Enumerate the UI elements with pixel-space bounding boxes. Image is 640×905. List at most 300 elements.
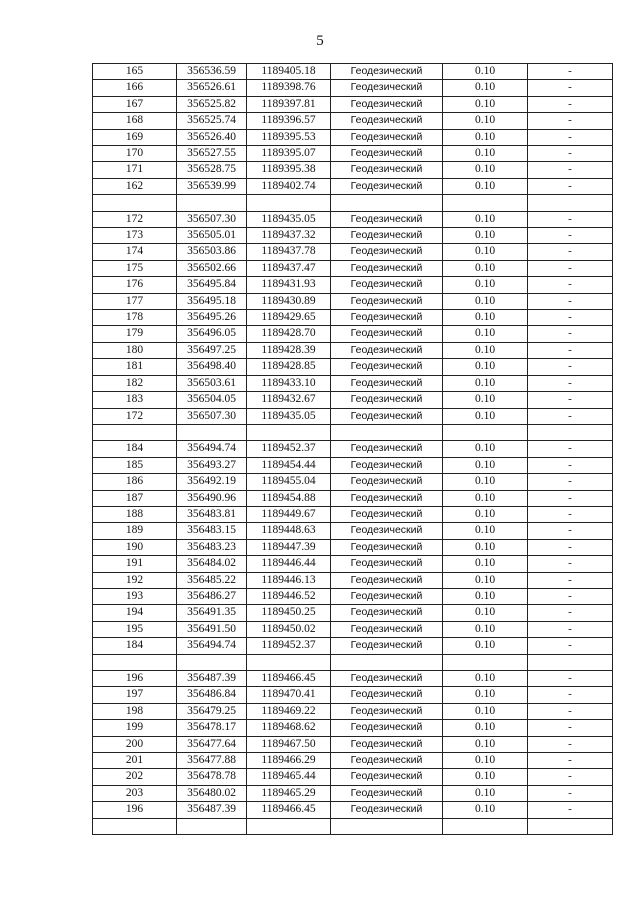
method-cell: Геодезический [331, 556, 443, 572]
method-cell: Геодезический [331, 670, 443, 686]
y-coordinate-cell: 1189435.05 [247, 408, 331, 424]
point-number-cell: 169 [93, 129, 177, 145]
table-row [93, 785, 613, 801]
y-coordinate-cell: 1189448.63 [247, 523, 331, 539]
accuracy-cell: 0.10 [443, 244, 528, 260]
description-cell: - [528, 539, 613, 555]
method-cell: Геодезический [331, 474, 443, 490]
table-row [93, 326, 613, 342]
y-coordinate-cell: 1189429.65 [247, 310, 331, 326]
y-coordinate-cell: 1189395.38 [247, 162, 331, 178]
description-cell [528, 195, 613, 211]
point-number-cell [93, 195, 177, 211]
method-cell: Геодезический [331, 490, 443, 506]
description-cell: - [528, 129, 613, 145]
accuracy-cell: 0.10 [443, 375, 528, 391]
x-coordinate-cell: 356477.64 [177, 736, 247, 752]
accuracy-cell: 0.10 [443, 293, 528, 309]
accuracy-cell: 0.10 [443, 96, 528, 112]
x-coordinate-cell: 356503.86 [177, 244, 247, 260]
point-number-cell: 177 [93, 293, 177, 309]
x-coordinate-cell [177, 424, 247, 440]
x-coordinate-cell [177, 654, 247, 670]
accuracy-cell: 0.10 [443, 769, 528, 785]
table-row [93, 474, 613, 490]
description-cell: - [528, 277, 613, 293]
x-coordinate-cell: 356490.96 [177, 490, 247, 506]
table-row [93, 703, 613, 719]
coordinates-table-body [93, 64, 613, 835]
accuracy-cell: 0.10 [443, 703, 528, 719]
y-coordinate-cell: 1189428.39 [247, 342, 331, 358]
point-number-cell [93, 424, 177, 440]
description-cell [528, 424, 613, 440]
point-number-cell: 172 [93, 211, 177, 227]
description-cell: - [528, 506, 613, 522]
x-coordinate-cell: 356479.25 [177, 703, 247, 719]
accuracy-cell: 0.10 [443, 638, 528, 654]
x-coordinate-cell: 356477.88 [177, 753, 247, 769]
accuracy-cell: 0.10 [443, 474, 528, 490]
accuracy-cell: 0.10 [443, 457, 528, 473]
table-row [93, 753, 613, 769]
description-cell: - [528, 146, 613, 162]
description-cell: - [528, 670, 613, 686]
x-coordinate-cell [177, 195, 247, 211]
y-coordinate-cell: 1189454.88 [247, 490, 331, 506]
x-coordinate-cell: 356486.27 [177, 588, 247, 604]
method-cell: Геодезический [331, 753, 443, 769]
point-number-cell: 195 [93, 621, 177, 637]
x-coordinate-cell: 356483.23 [177, 539, 247, 555]
y-coordinate-cell: 1189470.41 [247, 687, 331, 703]
x-coordinate-cell: 356492.19 [177, 474, 247, 490]
coordinates-table [92, 63, 613, 835]
description-cell [528, 818, 613, 834]
description-cell: - [528, 802, 613, 818]
description-cell: - [528, 490, 613, 506]
accuracy-cell: 0.10 [443, 572, 528, 588]
method-cell: Геодезический [331, 342, 443, 358]
description-cell: - [528, 457, 613, 473]
method-cell: Геодезический [331, 64, 443, 80]
separator-row [93, 195, 613, 211]
x-coordinate-cell: 356493.27 [177, 457, 247, 473]
y-coordinate-cell: 1189446.44 [247, 556, 331, 572]
y-coordinate-cell: 1189428.85 [247, 359, 331, 375]
method-cell: Геодезический [331, 178, 443, 194]
method-cell: Геодезический [331, 506, 443, 522]
y-coordinate-cell: 1189450.25 [247, 605, 331, 621]
description-cell: - [528, 244, 613, 260]
table-row [93, 375, 613, 391]
accuracy-cell: 0.10 [443, 228, 528, 244]
table-row [93, 310, 613, 326]
x-coordinate-cell: 356526.61 [177, 80, 247, 96]
accuracy-cell: 0.10 [443, 785, 528, 801]
method-cell: Геодезический [331, 539, 443, 555]
accuracy-cell: 0.10 [443, 753, 528, 769]
accuracy-cell: 0.10 [443, 277, 528, 293]
accuracy-cell: 0.10 [443, 146, 528, 162]
accuracy-cell: 0.10 [443, 359, 528, 375]
description-cell: - [528, 753, 613, 769]
point-number-cell: 171 [93, 162, 177, 178]
x-coordinate-cell: 356483.15 [177, 523, 247, 539]
y-coordinate-cell: 1189398.76 [247, 80, 331, 96]
point-number-cell: 178 [93, 310, 177, 326]
description-cell: - [528, 785, 613, 801]
y-coordinate-cell: 1189465.44 [247, 769, 331, 785]
description-cell: - [528, 178, 613, 194]
table-row [93, 293, 613, 309]
y-coordinate-cell: 1189467.50 [247, 736, 331, 752]
x-coordinate-cell: 356528.75 [177, 162, 247, 178]
accuracy-cell: 0.10 [443, 687, 528, 703]
y-coordinate-cell: 1189396.57 [247, 113, 331, 129]
x-coordinate-cell: 356487.39 [177, 802, 247, 818]
table-row [93, 228, 613, 244]
description-cell: - [528, 162, 613, 178]
point-number-cell: 181 [93, 359, 177, 375]
table-row [93, 80, 613, 96]
y-coordinate-cell: 1189397.81 [247, 96, 331, 112]
description-cell: - [528, 211, 613, 227]
method-cell: Геодезический [331, 96, 443, 112]
point-number-cell: 168 [93, 113, 177, 129]
point-number-cell: 162 [93, 178, 177, 194]
x-coordinate-cell: 356494.74 [177, 638, 247, 654]
table-row [93, 670, 613, 686]
table-row [93, 244, 613, 260]
accuracy-cell: 0.10 [443, 178, 528, 194]
y-coordinate-cell [247, 195, 331, 211]
method-cell: Геодезический [331, 129, 443, 145]
accuracy-cell: 0.10 [443, 670, 528, 686]
accuracy-cell: 0.10 [443, 113, 528, 129]
point-number-cell: 174 [93, 244, 177, 260]
description-cell: - [528, 342, 613, 358]
point-number-cell: 188 [93, 506, 177, 522]
accuracy-cell [443, 195, 528, 211]
description-cell: - [528, 638, 613, 654]
point-number-cell: 184 [93, 638, 177, 654]
table-row [93, 506, 613, 522]
y-coordinate-cell: 1189465.29 [247, 785, 331, 801]
description-cell: - [528, 605, 613, 621]
y-coordinate-cell: 1189430.89 [247, 293, 331, 309]
description-cell: - [528, 392, 613, 408]
table-row [93, 638, 613, 654]
description-cell: - [528, 572, 613, 588]
point-number-cell [93, 818, 177, 834]
x-coordinate-cell: 356478.78 [177, 769, 247, 785]
table-row [93, 178, 613, 194]
table-row [93, 392, 613, 408]
table-row [93, 342, 613, 358]
point-number-cell: 200 [93, 736, 177, 752]
description-cell: - [528, 588, 613, 604]
y-coordinate-cell [247, 818, 331, 834]
point-number-cell: 199 [93, 720, 177, 736]
y-coordinate-cell: 1189450.02 [247, 621, 331, 637]
table-row [93, 539, 613, 555]
method-cell: Геодезический [331, 687, 443, 703]
separator-row [93, 818, 613, 834]
method-cell: Геодезический [331, 326, 443, 342]
y-coordinate-cell: 1189437.47 [247, 260, 331, 276]
accuracy-cell: 0.10 [443, 802, 528, 818]
method-cell: Геодезический [331, 785, 443, 801]
method-cell: Геодезический [331, 769, 443, 785]
method-cell: Геодезический [331, 113, 443, 129]
y-coordinate-cell: 1189395.07 [247, 146, 331, 162]
accuracy-cell: 0.10 [443, 490, 528, 506]
description-cell: - [528, 310, 613, 326]
y-coordinate-cell: 1189405.18 [247, 64, 331, 80]
table-row [93, 441, 613, 457]
x-coordinate-cell: 356483.81 [177, 506, 247, 522]
point-number-cell: 176 [93, 277, 177, 293]
y-coordinate-cell: 1189432.67 [247, 392, 331, 408]
table-row [93, 211, 613, 227]
point-number-cell: 179 [93, 326, 177, 342]
accuracy-cell [443, 818, 528, 834]
accuracy-cell: 0.10 [443, 129, 528, 145]
method-cell: Геодезический [331, 457, 443, 473]
table-row [93, 64, 613, 80]
accuracy-cell: 0.10 [443, 408, 528, 424]
point-number-cell: 184 [93, 441, 177, 457]
x-coordinate-cell: 356502.66 [177, 260, 247, 276]
y-coordinate-cell: 1189466.29 [247, 753, 331, 769]
accuracy-cell: 0.10 [443, 392, 528, 408]
y-coordinate-cell: 1189454.44 [247, 457, 331, 473]
table-row [93, 572, 613, 588]
accuracy-cell: 0.10 [443, 211, 528, 227]
method-cell: Геодезический [331, 408, 443, 424]
table-row [93, 129, 613, 145]
x-coordinate-cell: 356487.39 [177, 670, 247, 686]
point-number-cell: 193 [93, 588, 177, 604]
table-row [93, 556, 613, 572]
table-row [93, 588, 613, 604]
y-coordinate-cell: 1189395.53 [247, 129, 331, 145]
x-coordinate-cell: 356527.55 [177, 146, 247, 162]
x-coordinate-cell: 356526.40 [177, 129, 247, 145]
y-coordinate-cell: 1189433.10 [247, 375, 331, 391]
method-cell [331, 818, 443, 834]
y-coordinate-cell: 1189455.04 [247, 474, 331, 490]
y-coordinate-cell: 1189428.70 [247, 326, 331, 342]
method-cell: Геодезический [331, 310, 443, 326]
accuracy-cell: 0.10 [443, 588, 528, 604]
accuracy-cell: 0.10 [443, 162, 528, 178]
x-coordinate-cell: 356536.59 [177, 64, 247, 80]
x-coordinate-cell: 356507.30 [177, 408, 247, 424]
point-number-cell: 175 [93, 260, 177, 276]
point-number-cell: 173 [93, 228, 177, 244]
accuracy-cell: 0.10 [443, 260, 528, 276]
accuracy-cell: 0.10 [443, 326, 528, 342]
description-cell: - [528, 96, 613, 112]
accuracy-cell: 0.10 [443, 736, 528, 752]
method-cell: Геодезический [331, 588, 443, 604]
y-coordinate-cell: 1189469.22 [247, 703, 331, 719]
y-coordinate-cell: 1189452.37 [247, 441, 331, 457]
method-cell: Геодезический [331, 293, 443, 309]
method-cell [331, 424, 443, 440]
x-coordinate-cell: 356494.74 [177, 441, 247, 457]
x-coordinate-cell: 356507.30 [177, 211, 247, 227]
description-cell: - [528, 441, 613, 457]
description-cell: - [528, 474, 613, 490]
x-coordinate-cell [177, 818, 247, 834]
point-number-cell: 185 [93, 457, 177, 473]
x-coordinate-cell: 356480.02 [177, 785, 247, 801]
method-cell: Геодезический [331, 720, 443, 736]
method-cell [331, 195, 443, 211]
description-cell: - [528, 703, 613, 719]
description-cell: - [528, 769, 613, 785]
table-row [93, 408, 613, 424]
y-coordinate-cell: 1189466.45 [247, 802, 331, 818]
method-cell: Геодезический [331, 277, 443, 293]
point-number-cell: 172 [93, 408, 177, 424]
accuracy-cell: 0.10 [443, 64, 528, 80]
table-row [93, 457, 613, 473]
description-cell: - [528, 720, 613, 736]
table-row [93, 769, 613, 785]
y-coordinate-cell: 1189466.45 [247, 670, 331, 686]
x-coordinate-cell: 356478.17 [177, 720, 247, 736]
method-cell: Геодезический [331, 375, 443, 391]
description-cell: - [528, 621, 613, 637]
x-coordinate-cell: 356505.01 [177, 228, 247, 244]
point-number-cell: 167 [93, 96, 177, 112]
separator-row [93, 654, 613, 670]
table-row [93, 687, 613, 703]
accuracy-cell: 0.10 [443, 539, 528, 555]
point-number-cell: 189 [93, 523, 177, 539]
method-cell: Геодезический [331, 802, 443, 818]
table-row [93, 162, 613, 178]
y-coordinate-cell: 1189431.93 [247, 277, 331, 293]
table-row [93, 605, 613, 621]
x-coordinate-cell: 356504.05 [177, 392, 247, 408]
y-coordinate-cell: 1189437.32 [247, 228, 331, 244]
description-cell: - [528, 228, 613, 244]
x-coordinate-cell: 356491.35 [177, 605, 247, 621]
point-number-cell: 194 [93, 605, 177, 621]
table-row [93, 621, 613, 637]
y-coordinate-cell: 1189435.05 [247, 211, 331, 227]
accuracy-cell: 0.10 [443, 342, 528, 358]
point-number-cell: 170 [93, 146, 177, 162]
y-coordinate-cell: 1189452.37 [247, 638, 331, 654]
x-coordinate-cell: 356485.22 [177, 572, 247, 588]
point-number-cell: 183 [93, 392, 177, 408]
point-number-cell: 196 [93, 670, 177, 686]
y-coordinate-cell: 1189402.74 [247, 178, 331, 194]
x-coordinate-cell: 356495.18 [177, 293, 247, 309]
method-cell: Геодезический [331, 260, 443, 276]
y-coordinate-cell: 1189468.62 [247, 720, 331, 736]
x-coordinate-cell: 356503.61 [177, 375, 247, 391]
y-coordinate-cell [247, 654, 331, 670]
method-cell: Геодезический [331, 638, 443, 654]
description-cell: - [528, 523, 613, 539]
method-cell: Геодезический [331, 211, 443, 227]
point-number-cell: 196 [93, 802, 177, 818]
y-coordinate-cell: 1189449.67 [247, 506, 331, 522]
description-cell: - [528, 326, 613, 342]
separator-row [93, 424, 613, 440]
table-row [93, 490, 613, 506]
description-cell: - [528, 736, 613, 752]
point-number-cell: 192 [93, 572, 177, 588]
method-cell: Геодезический [331, 392, 443, 408]
method-cell: Геодезический [331, 572, 443, 588]
method-cell [331, 654, 443, 670]
y-coordinate-cell: 1189437.78 [247, 244, 331, 260]
point-number-cell: 180 [93, 342, 177, 358]
table-row [93, 720, 613, 736]
x-coordinate-cell: 356498.40 [177, 359, 247, 375]
accuracy-cell: 0.10 [443, 605, 528, 621]
page-number: 5 [316, 33, 324, 49]
method-cell: Геодезический [331, 162, 443, 178]
point-number-cell: 182 [93, 375, 177, 391]
description-cell: - [528, 359, 613, 375]
accuracy-cell: 0.10 [443, 556, 528, 572]
description-cell: - [528, 80, 613, 96]
accuracy-cell: 0.10 [443, 310, 528, 326]
x-coordinate-cell: 356496.05 [177, 326, 247, 342]
y-coordinate-cell: 1189447.39 [247, 539, 331, 555]
table-row [93, 146, 613, 162]
table-row [93, 113, 613, 129]
accuracy-cell: 0.10 [443, 523, 528, 539]
point-number-cell: 165 [93, 64, 177, 80]
table-row [93, 802, 613, 818]
x-coordinate-cell: 356484.02 [177, 556, 247, 572]
accuracy-cell: 0.10 [443, 441, 528, 457]
point-number-cell: 166 [93, 80, 177, 96]
point-number-cell: 190 [93, 539, 177, 555]
table-row [93, 359, 613, 375]
x-coordinate-cell: 356495.26 [177, 310, 247, 326]
method-cell: Геодезический [331, 703, 443, 719]
description-cell [528, 654, 613, 670]
y-coordinate-cell: 1189446.52 [247, 588, 331, 604]
method-cell: Геодезический [331, 146, 443, 162]
accuracy-cell: 0.10 [443, 720, 528, 736]
point-number-cell: 191 [93, 556, 177, 572]
method-cell: Геодезический [331, 605, 443, 621]
point-number-cell: 201 [93, 753, 177, 769]
y-coordinate-cell [247, 424, 331, 440]
description-cell: - [528, 113, 613, 129]
accuracy-cell: 0.10 [443, 80, 528, 96]
method-cell: Геодезический [331, 621, 443, 637]
x-coordinate-cell: 356491.50 [177, 621, 247, 637]
table-row [93, 277, 613, 293]
description-cell: - [528, 408, 613, 424]
x-coordinate-cell: 356539.99 [177, 178, 247, 194]
x-coordinate-cell: 356525.74 [177, 113, 247, 129]
table-row [93, 260, 613, 276]
